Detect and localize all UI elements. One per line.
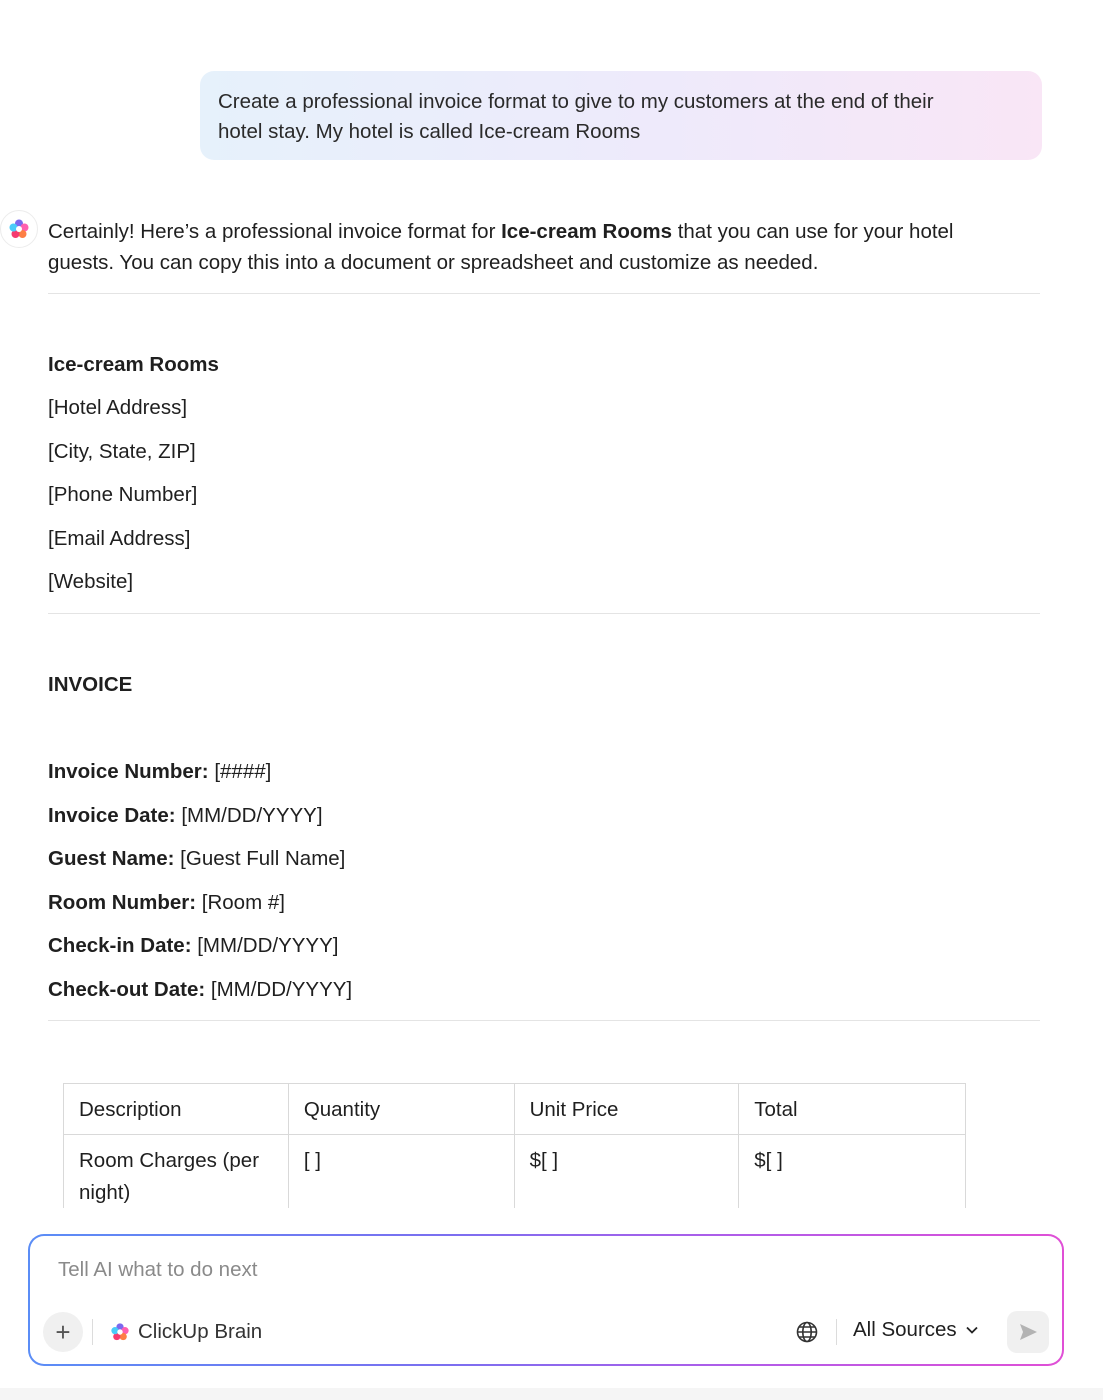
send-icon <box>1017 1321 1039 1343</box>
field-label: Invoice Date: <box>48 804 176 827</box>
add-button[interactable]: + <box>43 1312 83 1352</box>
divider <box>48 1020 1040 1021</box>
brain-label: ClickUp Brain <box>138 1320 263 1343</box>
divider <box>48 613 1040 614</box>
hotel-city: [City, State, ZIP] <box>48 440 196 463</box>
invoice-field <box>48 976 352 1004</box>
chevron-down-icon <box>965 1323 979 1337</box>
separator <box>92 1319 93 1345</box>
user-message-bubble <box>200 71 1042 160</box>
separator <box>836 1319 837 1345</box>
table-header-row <box>64 1084 966 1135</box>
field-value: [Room #] <box>201 891 285 914</box>
table-cell: $[ ] <box>514 1135 739 1225</box>
field-label: Room Number: <box>48 891 197 914</box>
composer-input[interactable]: Tell AI what to do next <box>58 1258 258 1281</box>
table-header: Unit Price <box>514 1084 739 1135</box>
hotel-name: Ice-cream Rooms <box>48 353 219 376</box>
invoice-field <box>48 802 323 830</box>
intro-hotel-name: Ice-cream Rooms <box>501 220 673 243</box>
send-button[interactable] <box>1007 1311 1049 1353</box>
table-cell: $[ ] <box>739 1135 966 1225</box>
field-value: [MM/DD/YYYY] <box>210 978 353 1001</box>
field-label: Check-out Date: <box>48 978 206 1001</box>
sources-label: All Sources <box>853 1318 957 1341</box>
user-message-line-2: hotel stay. My hotel is called Ice-cream Rooms <box>218 120 641 143</box>
bottom-strip <box>0 1388 1103 1400</box>
hotel-email: [Email Address] <box>48 527 191 550</box>
table-header: Quantity <box>288 1084 514 1135</box>
assistant-intro <box>48 216 1038 278</box>
clickup-brain-avatar <box>0 210 38 248</box>
intro-line-2: guests. You can copy this into a document or spreadsheet and customize as needed. <box>48 251 819 274</box>
field-value: [Guest Full Name] <box>180 847 346 870</box>
globe-icon[interactable] <box>795 1320 819 1344</box>
user-message-line-1: Create a professional invoice format to give to my customers at the end of their <box>218 90 934 113</box>
intro-text-after: that you can use for your hotel <box>672 220 954 243</box>
ai-composer <box>28 1234 1064 1366</box>
invoice-heading: INVOICE <box>48 673 133 696</box>
hotel-phone: [Phone Number] <box>48 483 198 506</box>
invoice-field <box>48 758 271 786</box>
table-header: Description <box>64 1084 289 1135</box>
field-label: Guest Name: <box>48 847 175 870</box>
composer-inner <box>30 1236 1062 1364</box>
clickup-brain-icon <box>110 1322 130 1342</box>
invoice-field <box>48 889 285 917</box>
divider <box>48 293 1040 294</box>
table-cell: Room Charges (per night) <box>64 1135 289 1225</box>
table-header: Total <box>739 1084 966 1135</box>
hotel-address: [Hotel Address] <box>48 396 188 419</box>
field-value: [MM/DD/YYYY] <box>197 934 339 957</box>
table-cell: [ ] <box>288 1135 514 1225</box>
field-label: Invoice Number: <box>48 760 209 783</box>
field-value: [####] <box>214 760 272 783</box>
field-label: Check-in Date: <box>48 934 192 957</box>
clickup-brain-selector[interactable] <box>110 1320 262 1344</box>
hotel-website: [Website] <box>48 570 134 593</box>
sources-dropdown[interactable] <box>853 1318 979 1342</box>
invoice-field <box>48 845 345 873</box>
invoice-field <box>48 932 338 960</box>
field-value: [MM/DD/YYYY] <box>181 804 323 827</box>
intro-text: Certainly! Here’s a professional invoice format for <box>48 220 502 243</box>
clickup-brain-icon <box>8 218 30 240</box>
charges-table <box>63 1083 966 1225</box>
